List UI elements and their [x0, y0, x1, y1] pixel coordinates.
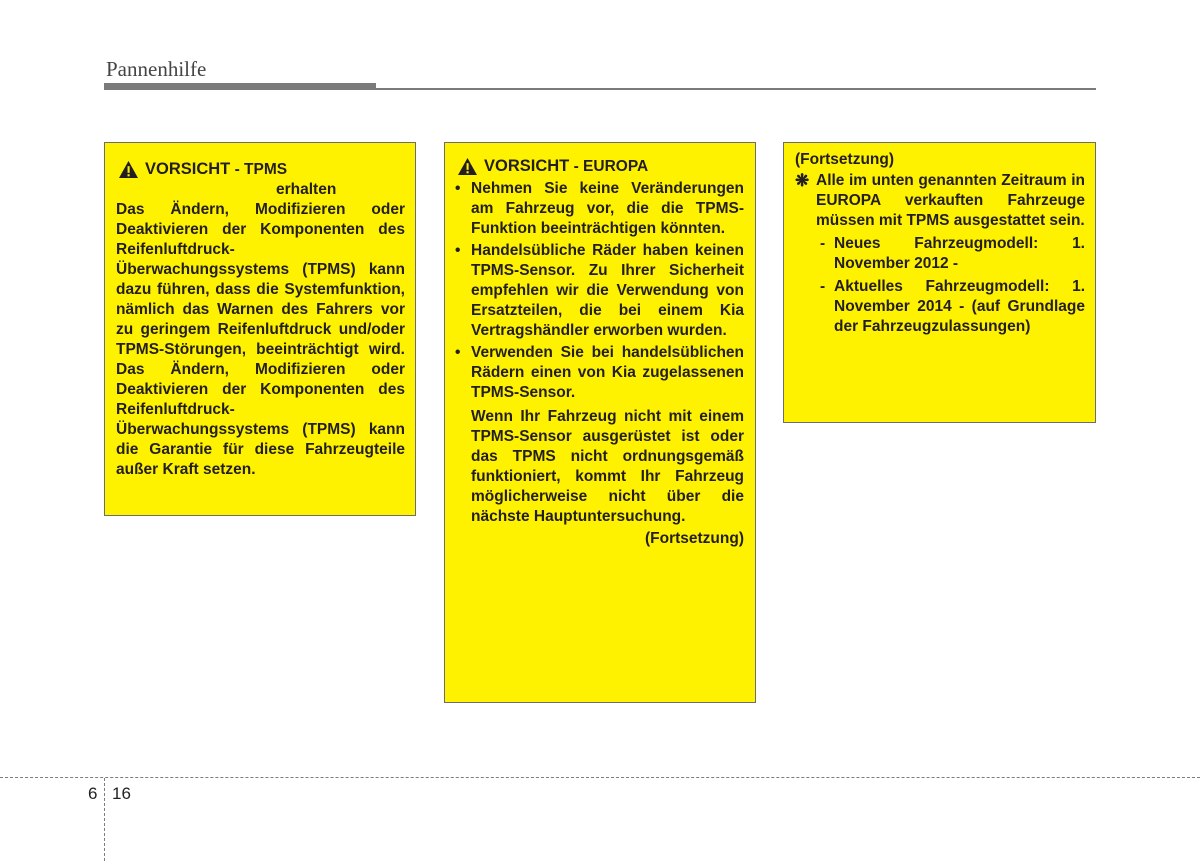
caution-heading — [455, 156, 744, 177]
warning-triangle-icon — [457, 157, 478, 176]
list-item-text: Neues Fahrzeugmodell: 1. November 2012 - — [834, 235, 1085, 272]
warning-triangle-icon — [118, 160, 139, 179]
caution-subtitle-cont: erhalten — [276, 181, 337, 198]
list-item-text: Handelsübliche Räder haben keinen TPMS-Sensor. Zu Ihrer Sicherheit empfehlen wir die Verwendung von Ersatzteilen, die bei einem Kia Vertragshändler erworben wurden. — [471, 242, 744, 339]
section-title: Pannenhilfe — [106, 57, 207, 81]
list-item — [455, 241, 744, 341]
caution-subtitle: - TPMS — [230, 161, 288, 178]
caution-box-tpms — [104, 142, 416, 516]
asterisk-icon: ❋ — [795, 171, 810, 190]
caution-box-europa — [444, 142, 756, 703]
footer-divider — [104, 778, 105, 861]
list-item-text: Nehmen Sie keine Veränderungen am Fahrzeug vor, die die TPMS-Funktion beeinträchtigen könnten. — [471, 180, 744, 237]
page-number: 16 — [112, 784, 131, 803]
caution-heading — [116, 159, 405, 180]
note-item — [795, 171, 1085, 231]
list-item-text: Verwenden Sie bei handelsüblichen Rädern einen von Kia zugelassenen TPMS-Sensor. — [471, 344, 744, 401]
caution-paragraph: Das Ändern, Modifizieren oder Deaktivieren der Komponenten des Reifenluftdruck-Überwachungssystems (TPMS) kann dazu führen, dass die Systemfunktion, nämlich das Warnen des Fahrers vor zu geringem Reifenluftdruck und/oder TPMS-Störungen, beeinträchtigt wird. Das Ändern, Modifizieren oder Deaktivieren der Komponenten des Reifenluftdruck-Überwachungssystems (TPMS) kann die Garantie für diese Fahrzeugteile außer Kraft setzen. — [116, 201, 405, 478]
dash-icon: - — [820, 278, 826, 295]
header-rule — [104, 88, 1096, 90]
list-item — [795, 277, 1085, 337]
continued-label: (Fortsetzung) — [644, 530, 744, 547]
list-item — [455, 343, 744, 403]
caution-subtitle: - EUROPA — [569, 158, 649, 175]
info-box-continued — [783, 142, 1096, 423]
bullet-icon: • — [455, 180, 461, 197]
list-item-text: Aktuelles Fahrzeugmodell: 1. November 2014 - (auf Grundlage der Fahrzeugzulassungen) — [834, 278, 1085, 335]
note-text: Alle im unten genannten Zeitraum in EUROPA verkauften Fahrzeuge müssen mit TPMS ausgestattet sein. — [816, 172, 1085, 229]
chapter-number: 6 — [88, 784, 98, 803]
bullet-icon: • — [455, 242, 461, 259]
list-item — [455, 179, 744, 239]
caution-paragraph: Wenn Ihr Fahrzeug nicht mit einem TPMS-Sensor ausgerüstet ist oder das TPMS nicht ordnungsgemäß funktioniert, kommt Ihr Fahrzeug möglicherweise nicht über die nächste Hauptuntersuchung. — [471, 408, 744, 525]
continued-label: (Fortsetzung) — [795, 151, 895, 168]
dash-icon: - — [820, 235, 826, 252]
footer-rule — [0, 777, 1200, 778]
list-item — [795, 234, 1085, 274]
bullet-icon: • — [455, 344, 461, 361]
caution-word: VORSICHT — [484, 157, 570, 175]
caution-word: VORSICHT — [145, 160, 231, 178]
